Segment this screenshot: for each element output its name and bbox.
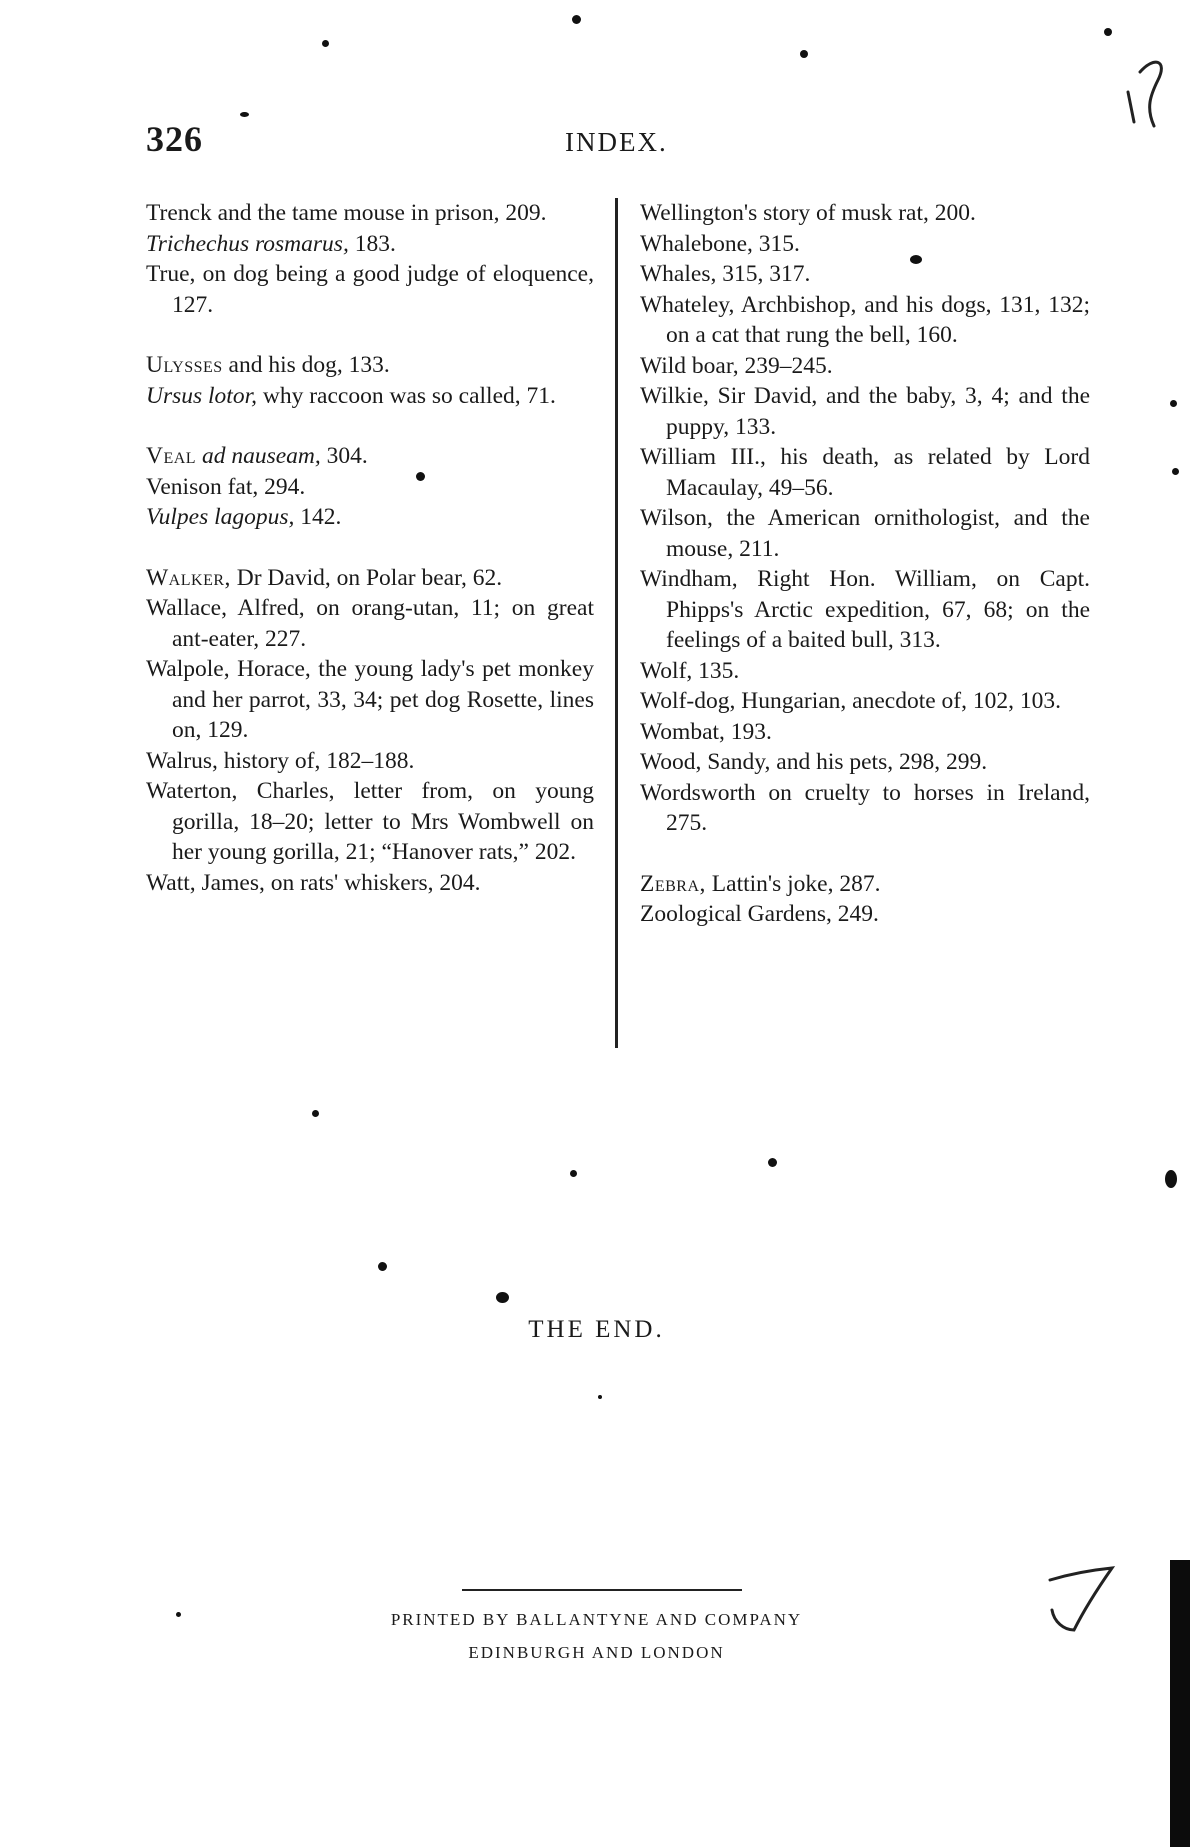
index-entry [640,198,1090,229]
ink-speck [496,1292,509,1303]
index-entry [146,472,594,503]
index-entry [640,564,1090,656]
index-entry [640,778,1090,839]
index-entry-text: Wallace, Alfred, on orang-utan, 11; on great ant-eater, 227. [146,595,594,652]
pencil-mark-top [1120,52,1180,132]
index-entry [146,593,594,654]
ink-speck [240,112,249,117]
ink-speck [800,50,808,58]
index-entry-text: Walpole, Horace, the young lady's pet monkey and her parrot, 33, 34; pet dog Rosette, lines on, 129. [146,656,594,743]
index-entry-italic: Ursus lotor, [146,382,258,409]
index-entry-text: Waterton, Charles, letter from, on young gorilla, 18–20; letter to Mrs Wombwell on her young gorilla, 21; “Hanover rats,” 202. [146,778,594,865]
index-entry-text: Wordsworth on cruelty to horses in Ireland, 275. [640,779,1090,836]
printer-line-2: EDINBURGH AND LONDON [468,1643,725,1662]
printer-line-1: PRINTED BY BALLANTYNE AND COMPANY [390,1610,803,1629]
index-entry-text: 304. [320,443,368,469]
index-entry-text: Whales, 315, 317. [640,261,811,287]
index-entry-head: Veal [146,443,197,469]
index-entry-text: Dr David, on Polar bear, 62. [230,564,503,591]
index-entry-text: Wellington's story of musk rat, 200. [640,200,976,226]
index-entry-text: Windham, Right Hon. William, on Capt. Phipps's Arctic expedition, 67, 68; on the feelings of a baited bull, 313. [640,566,1090,653]
ink-speck [176,1612,181,1617]
index-column-left [146,198,594,898]
colophon-rule [462,1589,742,1591]
index-entry-text: Walrus, history of, 182–188. [146,747,415,774]
index-entry-head: Ulysses [146,352,223,378]
index-entry-text: why raccoon was so called, 71. [257,382,556,409]
index-entry [640,290,1090,351]
index-entry [146,259,594,320]
ink-speck [570,1170,577,1177]
index-entry [640,717,1090,748]
index-entry-text: Wild boar, 239–245. [640,352,833,379]
index-entry-text: and his dog, 133. [222,352,390,378]
ink-speck [598,1395,602,1399]
index-entry-text: Zoological Gardens, 249. [640,901,879,927]
index-entry-head: Walker, [146,564,231,591]
index-letter-gap [146,533,594,563]
scan-margin-shadow [1170,1560,1190,1847]
index-entry-text: Trenck and the tame mouse in prison, 209. [146,200,547,226]
index-entry [640,351,1090,382]
index-entry-text: Whalebone, 315. [640,230,800,257]
index-entry [640,259,1090,290]
index-entry [640,381,1090,442]
index-entry-text: Wilkie, Sir David, and the baby, 3, 4; and the puppy, 133. [640,383,1090,440]
index-entry-text: William III., his death, as related by Lord Macaulay, 49–56. [640,444,1090,501]
index-entry [146,198,594,229]
ink-speck [416,472,425,481]
index-entry [640,899,1090,930]
index-entry [640,503,1090,564]
index-entry [640,869,1090,900]
ink-speck [1165,1170,1177,1188]
index-entry [146,229,594,260]
index-entry-text: Lattin's joke, 287. [705,870,881,897]
index-entry [146,654,594,746]
index-entry [640,229,1090,260]
ink-speck [1104,28,1112,36]
column-divider [615,198,618,1048]
index-entry [146,563,594,594]
index-entry [146,746,594,777]
index-entry [146,502,594,533]
page-number: 326 [146,119,203,159]
ink-speck [910,255,922,264]
index-entry-text: True, on dog being a good judge of eloquence, 127. [146,261,594,318]
ink-speck [312,1110,319,1117]
ink-speck [572,15,581,24]
index-entry-text: 142. [294,504,342,530]
running-head: INDEX. [565,127,668,157]
index-entry [640,656,1090,687]
the-end: THE END. [528,1316,665,1343]
index-entry-italic: Trichechus rosmarus, [146,230,349,257]
ink-speck [322,40,329,47]
index-column-right [640,198,1090,930]
index-letter-gap [146,320,594,350]
pencil-mark-bottom [1040,1560,1130,1640]
ink-speck [768,1158,777,1167]
index-entry [640,686,1090,717]
index-entry-text: Wombat, 193. [640,718,772,745]
ink-speck [1172,468,1179,475]
index-entry [146,441,594,472]
index-entry-text: Wolf-dog, Hungarian, anecdote of, 102, 103. [640,688,1061,714]
index-entry-text: Venison fat, 294. [146,473,306,500]
index-entry [146,350,594,381]
ink-speck [1170,400,1177,407]
index-entry [640,442,1090,503]
index-entry-text: Wilson, the American ornithologist, and the mouse, 211. [640,505,1090,562]
index-entry [640,747,1090,778]
index-entry-text: Wolf, 135. [640,657,740,684]
index-entry [146,381,594,412]
index-entry-text: Whateley, Archbishop, and his dogs, 131, 132; on a cat that rung the bell, 160. [640,291,1090,348]
index-letter-gap [640,839,1090,869]
index-entry-text: Wood, Sandy, and his pets, 298, 299. [640,749,988,775]
index-entry [146,868,594,899]
index-letter-gap [146,411,594,441]
index-entry-text: 183. [348,230,396,257]
ink-speck [378,1262,387,1271]
index-entry-head: Zebra, [640,870,706,897]
index-entry-italic: Vulpes lagopus, [146,504,295,530]
index-entry [146,776,594,868]
index-entry-text: Watt, James, on rats' whiskers, 204. [146,869,481,896]
index-entry-italic: ad nauseam, [196,443,321,469]
